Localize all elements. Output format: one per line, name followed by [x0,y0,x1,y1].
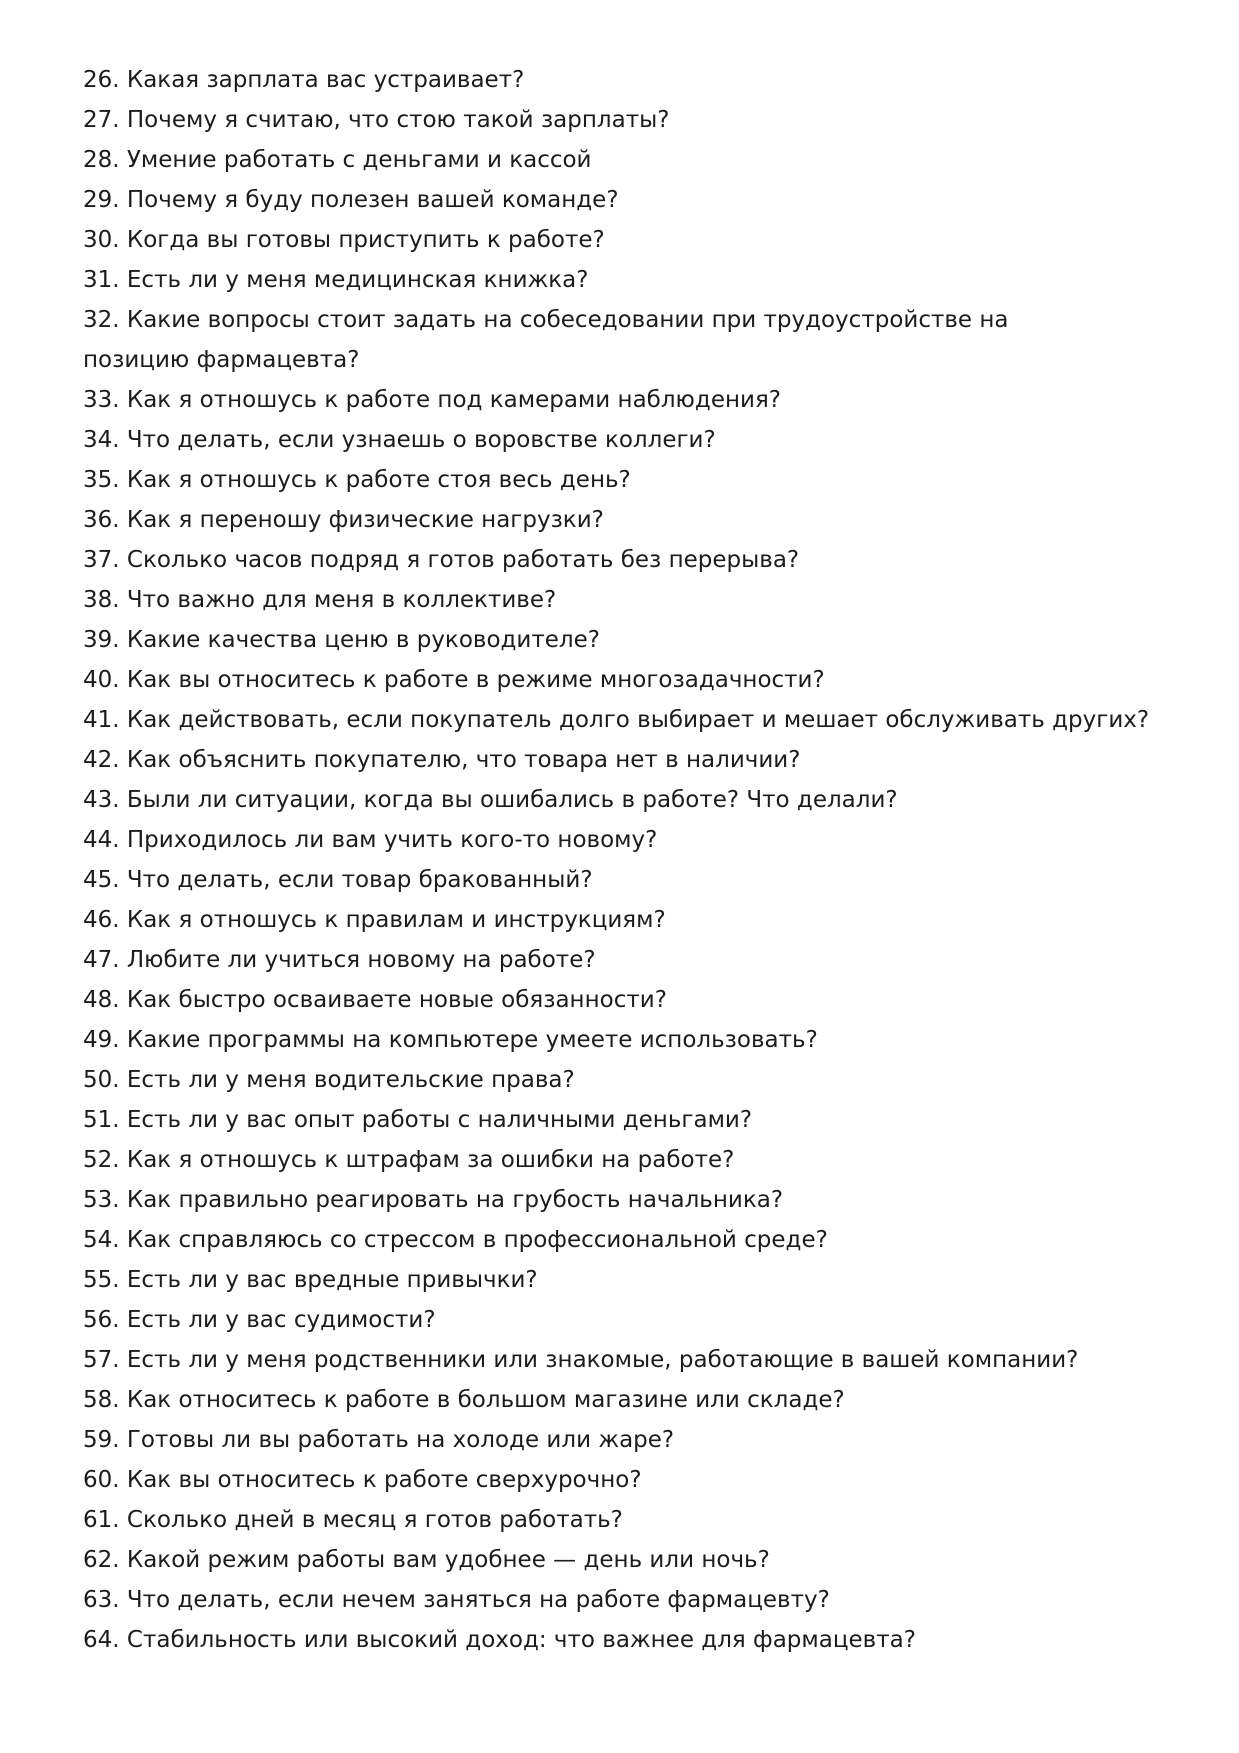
list-item: 52. Как я отношусь к штрафам за ошибки на работе? [83,1147,735,1173]
list-item: 48. Как быстро осваиваете новые обязанности? [83,987,667,1013]
list-item: 29. Почему я буду полезен вашей команде? [83,187,619,213]
list-item: 27. Почему я считаю, что стою такой зарплаты? [83,107,670,133]
list-item: 43. Были ли ситуации, когда вы ошибались в работе? Что делали? [83,787,898,813]
list-item: 44. Приходилось ли вам учить кого-то новому? [83,827,658,853]
list-item: 46. Как я отношусь к правилам и инструкциям? [83,907,666,933]
list-item: 47. Любите ли учиться новому на работе? [83,947,596,973]
list-item: 32. Какие вопросы стоит задать на собеседовании при трудоустройстве на позицию фармацевта? [83,307,1009,373]
list-item: 55. Есть ли у вас вредные привычки? [83,1267,538,1293]
list-item: 57. Есть ли у меня родственники или знакомые, работающие в вашей компании? [83,1347,1079,1373]
list-item: 49. Какие программы на компьютере умеете использовать? [83,1027,818,1053]
list-item: 64. Стабильность или высокий доход: что важнее для фармацевта? [83,1627,916,1653]
list-item: 33. Как я отношусь к работе под камерами наблюдения? [83,387,781,413]
list-item: 35. Как я отношусь к работе стоя весь день? [83,467,631,493]
list-item: 45. Что делать, если товар бракованный? [83,867,593,893]
list-item: 54. Как справляюсь со стрессом в профессиональной среде? [83,1227,828,1253]
list-item: 37. Сколько часов подряд я готов работать без перерыва? [83,547,800,573]
list-item: 56. Есть ли у вас судимости? [83,1307,436,1333]
list-item: 58. Как относитесь к работе в большом магазине или складе? [83,1387,845,1413]
list-item: 39. Какие качества ценю в руководителе? [83,627,600,653]
list-item: 59. Готовы ли вы работать на холоде или жаре? [83,1427,675,1453]
list-item: 60. Как вы относитесь к работе сверхурочно? [83,1467,642,1493]
list-item: 63. Что делать, если нечем заняться на работе фармацевту? [83,1587,830,1613]
list-item: 53. Как правильно реагировать на грубость начальника? [83,1187,784,1213]
list-item: 30. Когда вы готовы приступить к работе? [83,227,605,253]
list-item: 62. Какой режим работы вам удобнее — день или ночь? [83,1547,770,1573]
list-item: 36. Как я переношу физические нагрузки? [83,507,604,533]
question-list [83,60,1183,1660]
list-item: 41. Как действовать, если покупатель долго выбирает и мешает обслуживать других? [83,707,1150,733]
list-item: 50. Есть ли у меня водительские права? [83,1067,575,1093]
list-item: 51. Есть ли у вас опыт работы с наличными деньгами? [83,1107,753,1133]
list-item: 61. Сколько дней в месяц я готов работать? [83,1507,623,1533]
list-item: 40. Как вы относитесь к работе в режиме многозадачности? [83,667,825,693]
list-item: 26. Какая зарплата вас устраивает? [83,67,525,93]
list-item: 31. Есть ли у меня медицинская книжка? [83,267,589,293]
list-item: 34. Что делать, если узнаешь о воровстве коллеги? [83,427,716,453]
list-item: 38. Что важно для меня в коллективе? [83,587,557,613]
list-item: 28. Умение работать с деньгами и кассой [83,147,592,173]
list-item: 42. Как объяснить покупателю, что товара нет в наличии? [83,747,801,773]
